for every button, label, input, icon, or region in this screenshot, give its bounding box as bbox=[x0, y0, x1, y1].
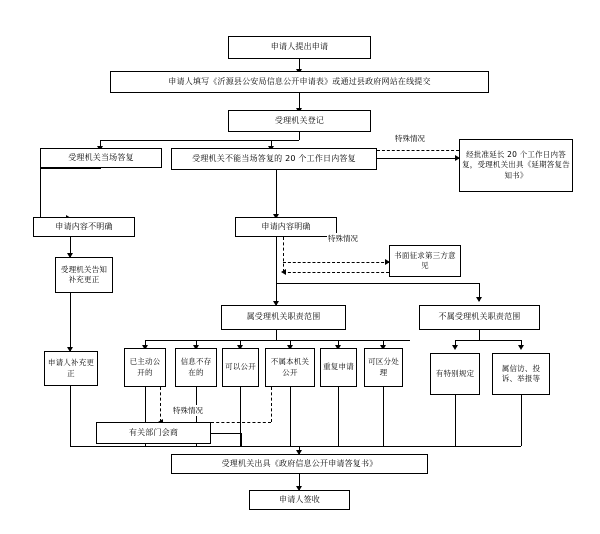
node-applicant-receipt[interactable]: 申请人签收 bbox=[249, 490, 350, 510]
arrow-bus-n21 bbox=[518, 345, 524, 350]
node-within-duty[interactable]: 属受理机关职责范围 bbox=[221, 305, 346, 330]
dashed-n9-n8 bbox=[283, 272, 389, 273]
node-not-exist[interactable]: 信息不存在的 bbox=[175, 348, 217, 387]
node-not-this-agency[interactable]: 不属本机关公开 bbox=[265, 348, 315, 387]
node-already-public[interactable]: 已主动公开的 bbox=[124, 348, 166, 387]
connector-n8-n13h bbox=[276, 283, 479, 284]
node-department-consult[interactable]: 有关部门会商 bbox=[96, 422, 211, 444]
node-apply-submit[interactable]: 申请人提出申请 bbox=[228, 36, 371, 59]
label-special-case-2: 特殊情况 bbox=[328, 234, 358, 243]
arrow-n8-n13 bbox=[476, 297, 482, 302]
node-extended-reply[interactable]: 经批准延长 20 个工作日内答复，受理机关出具《延期答复告知书》 bbox=[459, 139, 573, 192]
connector-n8-n12 bbox=[276, 237, 277, 305]
dashed-n8-drop bbox=[283, 237, 284, 272]
node-fill-form[interactable]: 申请人填写《沂源县公安局信息公开申请表》或通过县政府网站在线提交 bbox=[110, 71, 489, 93]
arrow-n9-n8 bbox=[281, 269, 286, 275]
dashed-n14-n22 bbox=[160, 387, 161, 422]
connector-n22-out bbox=[211, 433, 241, 434]
connector-n5-n8 bbox=[276, 170, 277, 218]
node-repeat-apply[interactable]: 重复申请 bbox=[320, 348, 357, 387]
node-can-public[interactable]: 可以公开 bbox=[222, 348, 259, 387]
node-issue-reply-letter[interactable]: 受理机关出具《政府信息公开申请答复书》 bbox=[171, 454, 428, 474]
connector-n5-n6 bbox=[377, 158, 459, 159]
node-content-clear[interactable]: 申请内容明确 bbox=[235, 217, 337, 237]
node-third-party-opinion[interactable]: 书面征求第三方意见 bbox=[389, 245, 461, 277]
bus-answer bbox=[70, 446, 521, 447]
label-special-case-3: 特殊情况 bbox=[173, 406, 203, 415]
node-20day-reply[interactable]: 受理机关不能当场答复的 20 个工作日内答复 bbox=[171, 148, 377, 170]
node-petition-complaint[interactable]: 属信访、投诉、举报等 bbox=[492, 353, 550, 395]
connector-n21-ans bbox=[521, 395, 522, 446]
dashed-n22-up bbox=[271, 387, 272, 422]
connector-n19-ans bbox=[383, 387, 384, 446]
node-content-unclear[interactable]: 申请内容不明确 bbox=[33, 217, 135, 237]
dashed-n5-n6 bbox=[377, 150, 459, 151]
arrow-bus-n20 bbox=[452, 345, 458, 350]
connector-n18-ans bbox=[338, 387, 339, 446]
dashed-n8-n9 bbox=[283, 262, 389, 263]
node-notify-supplement[interactable]: 受理机关告知补充更正 bbox=[55, 257, 113, 293]
node-register[interactable]: 受理机关登记 bbox=[228, 110, 371, 132]
connector-n17-ans bbox=[290, 387, 291, 446]
connector-n13-bus bbox=[479, 330, 480, 340]
connector-n22-down bbox=[241, 433, 242, 446]
connector-n4-n7b bbox=[40, 168, 41, 218]
bus-n13 bbox=[455, 340, 521, 341]
node-onsite-reply[interactable]: 受理机关当场答复 bbox=[40, 148, 162, 168]
bus-n12 bbox=[145, 340, 410, 341]
label-special-case-1: 特殊情况 bbox=[395, 134, 425, 143]
dashed-n22-right bbox=[211, 422, 271, 423]
node-separable[interactable]: 可区分处理 bbox=[364, 348, 403, 387]
connector-n12-bus bbox=[276, 330, 277, 340]
node-applicant-supplement[interactable]: 申请人补充更正 bbox=[44, 351, 98, 386]
node-outside-duty[interactable]: 不属受理机关职责范围 bbox=[419, 305, 540, 330]
connector-n11-ans bbox=[70, 386, 71, 446]
node-special-rule[interactable]: 有特别规定 bbox=[430, 353, 480, 395]
connector-n10-n11 bbox=[70, 293, 71, 351]
connector-n3-bus bbox=[299, 132, 300, 140]
connector-n4-bottom bbox=[40, 168, 101, 169]
connector-n20-ans bbox=[455, 395, 456, 446]
bus-n3 bbox=[100, 140, 299, 141]
